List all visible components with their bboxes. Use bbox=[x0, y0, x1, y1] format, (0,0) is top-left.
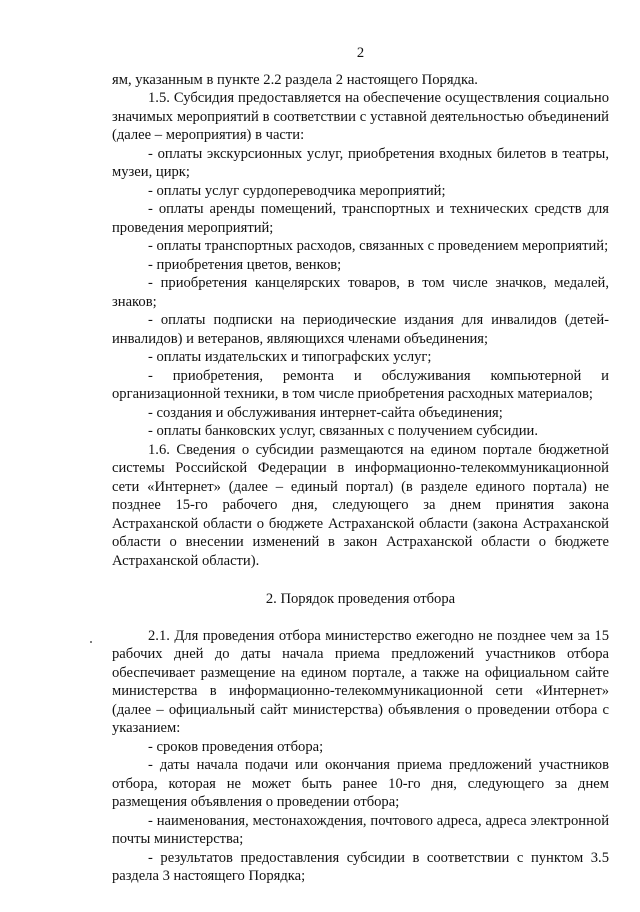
list-item: - оплаты подписки на периодические издания для инвалидов (детей-инвалидов) и ветеранов, являющихся членами объединения; bbox=[112, 312, 609, 347]
section-2-heading: 2. Порядок проведения отбора bbox=[265, 591, 456, 607]
page-number: 2 bbox=[356, 45, 365, 61]
list-item: - сроков проведения отбора; bbox=[148, 738, 324, 755]
list-item: - оплаты экскурсионных услуг, приобретения входных билетов в театры, музеи, цирк; bbox=[112, 145, 609, 180]
document-page bbox=[112, 44, 609, 886]
paragraph-2-1: 2.1. Для проведения отбора министерство ежегодно не позднее чем за 15 рабочих дней до даты начала приема предложений участников отбора обеспечивает размещение на едином портале, а также на официальном сайте министерства в информационно-телекоммуникационной сети «Интернет» (далее – официальный сайт министерства) объявления о проведении отбора с указанием: bbox=[112, 627, 609, 736]
list-item: - приобретения, ремонта и обслуживания компьютерной и организационной техники, в том числе приобретения расходных материалов; bbox=[112, 367, 609, 402]
list-item: - оплаты издательских и типографских услуг; bbox=[148, 349, 432, 365]
list-item: - оплаты транспортных расходов, связанных с проведением мероприятий; bbox=[148, 238, 609, 254]
list-item: - даты начала подачи или окончания приема предложений участников отбора, которая не может быть ранее 10-го дня, следующего за днем размещения объявления о проведении отбора; bbox=[112, 757, 609, 810]
list-item: - приобретения канцелярских товаров, в том числе значков, медалей, знаков; bbox=[112, 275, 609, 310]
paragraph-1-5: 1.5. Субсидия предоставляется на обеспечение осуществления социально значимых мероприятий в соответствии с уставной деятельностью объединений (далее – мероприятия) в части: bbox=[112, 90, 609, 143]
list-item: - оплаты аренды помещений, транспортных и технических средств для проведения мероприятий; bbox=[112, 201, 609, 236]
margin-dot bbox=[90, 641, 92, 643]
list-item: - наименования, местонахождения, почтового адреса, адреса электронной почты министерства; bbox=[112, 812, 609, 847]
section-1 bbox=[112, 71, 609, 571]
list-item: - оплаты услуг сурдопереводчика мероприятий; bbox=[148, 182, 446, 199]
paragraph: ям, указанным в пункте 2.2 раздела 2 настоящего Порядка. bbox=[112, 71, 478, 88]
list-item: - оплаты банковских услуг, связанных с получением субсидии. bbox=[148, 423, 539, 439]
section-2 bbox=[112, 627, 609, 886]
list-item: - результатов предоставления субсидии в соответствии с пунктом 3.5 раздела 3 настоящего Порядка; bbox=[112, 849, 609, 884]
list-item: - создания и обслуживания интернет-сайта объединения; bbox=[148, 404, 503, 421]
paragraph-1-6: 1.6. Сведения о субсидии размещаются на едином портале бюджетной системы Российской Федерации в информационно-телекоммуникационной сети «Интернет» (далее – единый портал) (в разделе единого портала) не позднее 15-го рабочего дня, следующего за днем принятия закона Астраханской области о бюджете Астраханской области (закона Астраханской области о внесении изменений в закон Астраханской области о бюджете Астраханской области). bbox=[112, 441, 609, 569]
list-item: - приобретения цветов, венков; bbox=[148, 256, 342, 273]
